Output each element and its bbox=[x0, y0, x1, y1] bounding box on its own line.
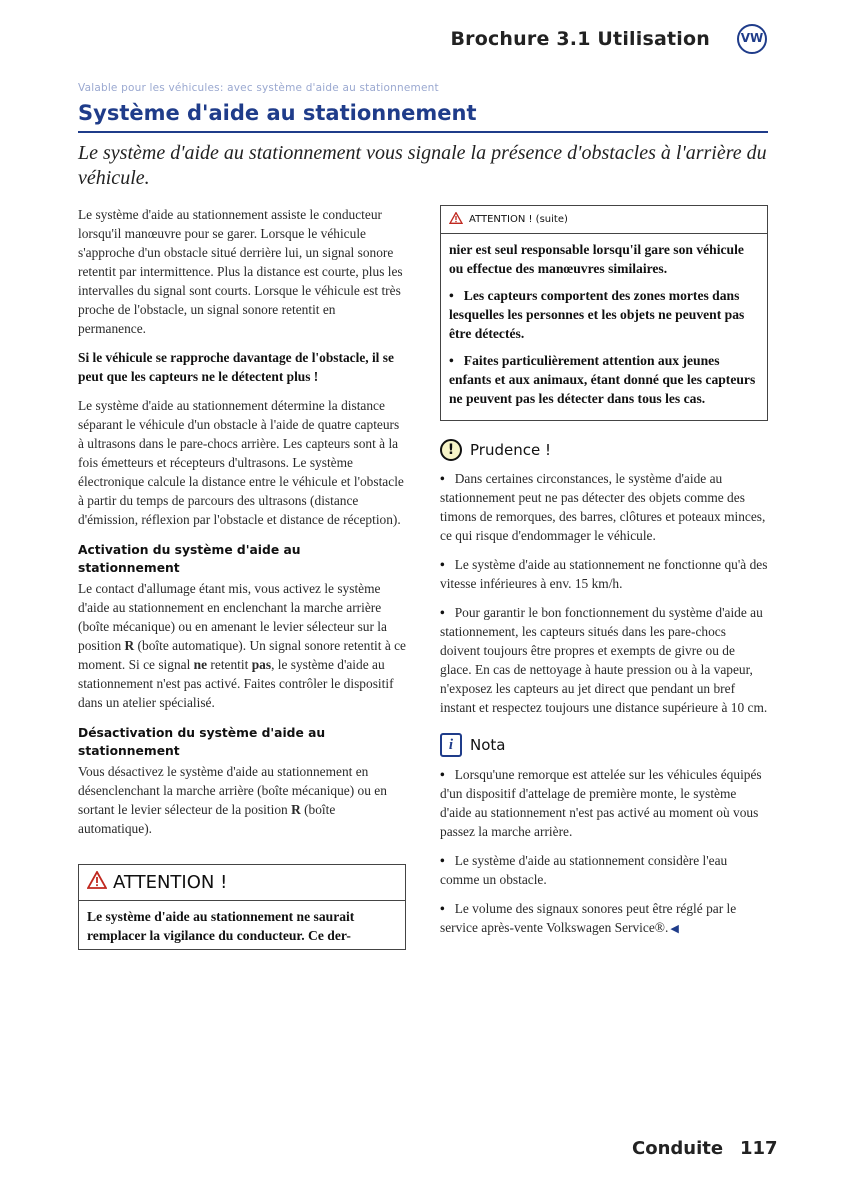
title-divider bbox=[78, 131, 768, 133]
caution-bullet-speed: • Le système d'aide au stationnement ne fonctionne qu'à des vitesse inférieures à env. 15 km/h. bbox=[440, 555, 768, 593]
warning-continued-p1: nier est seul responsable lorsqu'il gare son véhicule ou effectue des manœuvres similaires. bbox=[449, 242, 744, 276]
caution-bullet-cleaning: • Pour garantir le bon fonctionnement du système d'aide au stationnement, les capteurs situés dans les pare-chocs doivent toujours être propres et exempts de givre ou de glace. En cas de nettoyage à haute pression ou à la vapeur, n'exposez les capteurs au jet direct que pendant un bref instant et respectez toujours une distance supérieure à 10 cm. bbox=[440, 603, 768, 717]
activation-position-r: R bbox=[124, 638, 135, 653]
heading-activation: Activation du système d'aide au stationnement bbox=[78, 543, 301, 575]
warning-body: Le système d'aide au stationnement ne saurait remplacer la vigilance du conducteur. Ce der- bbox=[87, 909, 355, 943]
activation-emph-pas: pas bbox=[251, 657, 272, 672]
note-header bbox=[440, 733, 768, 757]
paragraph-warning-note: Si le véhicule se rapproche davantage de l'obstacle, il se peut que les capteurs ne le détectent plus ! bbox=[78, 350, 394, 384]
warning-triangle-icon bbox=[87, 871, 107, 894]
caution-label: Prudence ! bbox=[470, 440, 551, 459]
activation-text-g: , le système d'aide au stationnement n'est pas activé. Faites contrôler le dispositif dans un atelier spécialisé. bbox=[78, 657, 394, 710]
note-volume-text: Le volume des signaux sonores peut être réglé par le service après-vente Volkswagen Service®. bbox=[440, 901, 737, 935]
note-bullet-water: • Le système d'aide au stationnement considère l'eau comme un obstacle. bbox=[440, 851, 768, 889]
activation-text-c: (boîte automatique). Un signal sonore retentit à ce moment. Si ce signal bbox=[78, 638, 407, 672]
warning-box bbox=[78, 864, 406, 950]
page-header-title: Brochure 3.1 Utilisation bbox=[450, 28, 710, 50]
activation-text-e: retentit bbox=[207, 657, 252, 672]
activation-emph-ne: ne bbox=[193, 657, 208, 672]
warning-continued-label: ATTENTION ! (suite) bbox=[469, 214, 568, 225]
deactivation-text-a: Vous désactivez le système d'aide au stationnement en désenclenchant la marche arrière (boîte mécanique) ou en sortant le levier sélecteur de la position bbox=[78, 764, 387, 817]
activation-text-a: Le contact d'allumage étant mis, vous activez le système d'aide au stationnement en enclenchant la marche arrière (boîte mécanique) ou en amenant le levier sélecteur sur la position bbox=[78, 581, 387, 653]
footer-section-name: Conduite bbox=[632, 1138, 724, 1159]
applicability-subline: Valable pour les véhicules: avec système d'aide au stationnement bbox=[78, 82, 439, 94]
paragraph-deactivation bbox=[78, 762, 406, 838]
left-column bbox=[78, 205, 406, 950]
caution-header bbox=[440, 439, 768, 461]
end-of-section-icon: ◀ bbox=[670, 923, 679, 935]
warning-triangle-icon bbox=[449, 210, 463, 229]
warning-bullet-children: • Faites particulièrement attention aux jeunes enfants et aux animaux, étant donné que les capteurs ne peuvent pas les détecter dans tous les cas. bbox=[449, 351, 759, 408]
caution-exclamation-icon: ! bbox=[440, 439, 462, 461]
intro-text: Le système d'aide au stationnement vous signale la présence d'obstacles à l'arrière du véhicule. bbox=[78, 142, 767, 189]
heading-deactivation: Désactivation du système d'aide au stationnement bbox=[78, 726, 326, 758]
info-icon: i bbox=[440, 733, 462, 757]
note-bullet-volume bbox=[440, 899, 768, 939]
warning-continued-header bbox=[441, 206, 767, 234]
paragraph-intro: Le système d'aide au stationnement assiste le conducteur lorsqu'il manœuvre pour se garer. Lorsque le véhicule s'approche d'un obstacle situé derrière lui, un signal sonore retentit par intermittence. Plus la distance est courte, plus les intervalles du signal sont courts. Lorsque le véhicule est très proche de l'obstacle, un signal sonore retentit en permanence. bbox=[78, 207, 403, 336]
right-column bbox=[440, 205, 768, 949]
paragraph-sensors: Le système d'aide au stationnement détermine la distance séparant le véhicule d'un obstacle à l'aide de quatre capteurs à ultrasons dans le pare-chocs arrière. Les capteurs sont à la fois émetteurs et récepteurs d'ultrasons. Le système électronique calcule la distance entre le véhicule et l'obstacle à partir du temps de parcours des ultrasons (distance d'émission, réflexion par l'obstacle et distance de réception). bbox=[78, 398, 404, 527]
warning-continued-box bbox=[440, 205, 768, 421]
warning-bullet-dead-zones: • Les capteurs comportent des zones mortes dans lesquelles les personnes et les objets ne peuvent pas être détectés. bbox=[449, 286, 759, 343]
section-title: Système d'aide au stationnement bbox=[78, 101, 477, 125]
warning-continued-body bbox=[441, 234, 767, 420]
caution-bullet-objects: • Dans certaines circonstances, le système d'aide au stationnement peut ne pas détecter des objets comme des timons de remorques, des barres, clôtures et poteaux minces, ce qui risque d'endommager le véhicule. bbox=[440, 469, 768, 545]
deactivation-position-r: R bbox=[291, 802, 301, 817]
note-label: Nota bbox=[470, 735, 506, 754]
note-bullet-trailer: • Lorsqu'une remorque est attelée sur les véhicules équipés d'un dispositif d'attelage de première monte, le système d'aide au stationnement n'est pas activé au moment où vous passez la marche arrière. bbox=[440, 765, 768, 841]
warning-label: ATTENTION ! bbox=[113, 872, 228, 893]
page-number: 117 bbox=[740, 1138, 778, 1159]
deactivation-text-c: (boîte automatique). bbox=[78, 802, 336, 836]
warning-header bbox=[79, 865, 405, 901]
paragraph-activation bbox=[78, 579, 406, 712]
vw-logo-icon: VW bbox=[737, 24, 767, 54]
